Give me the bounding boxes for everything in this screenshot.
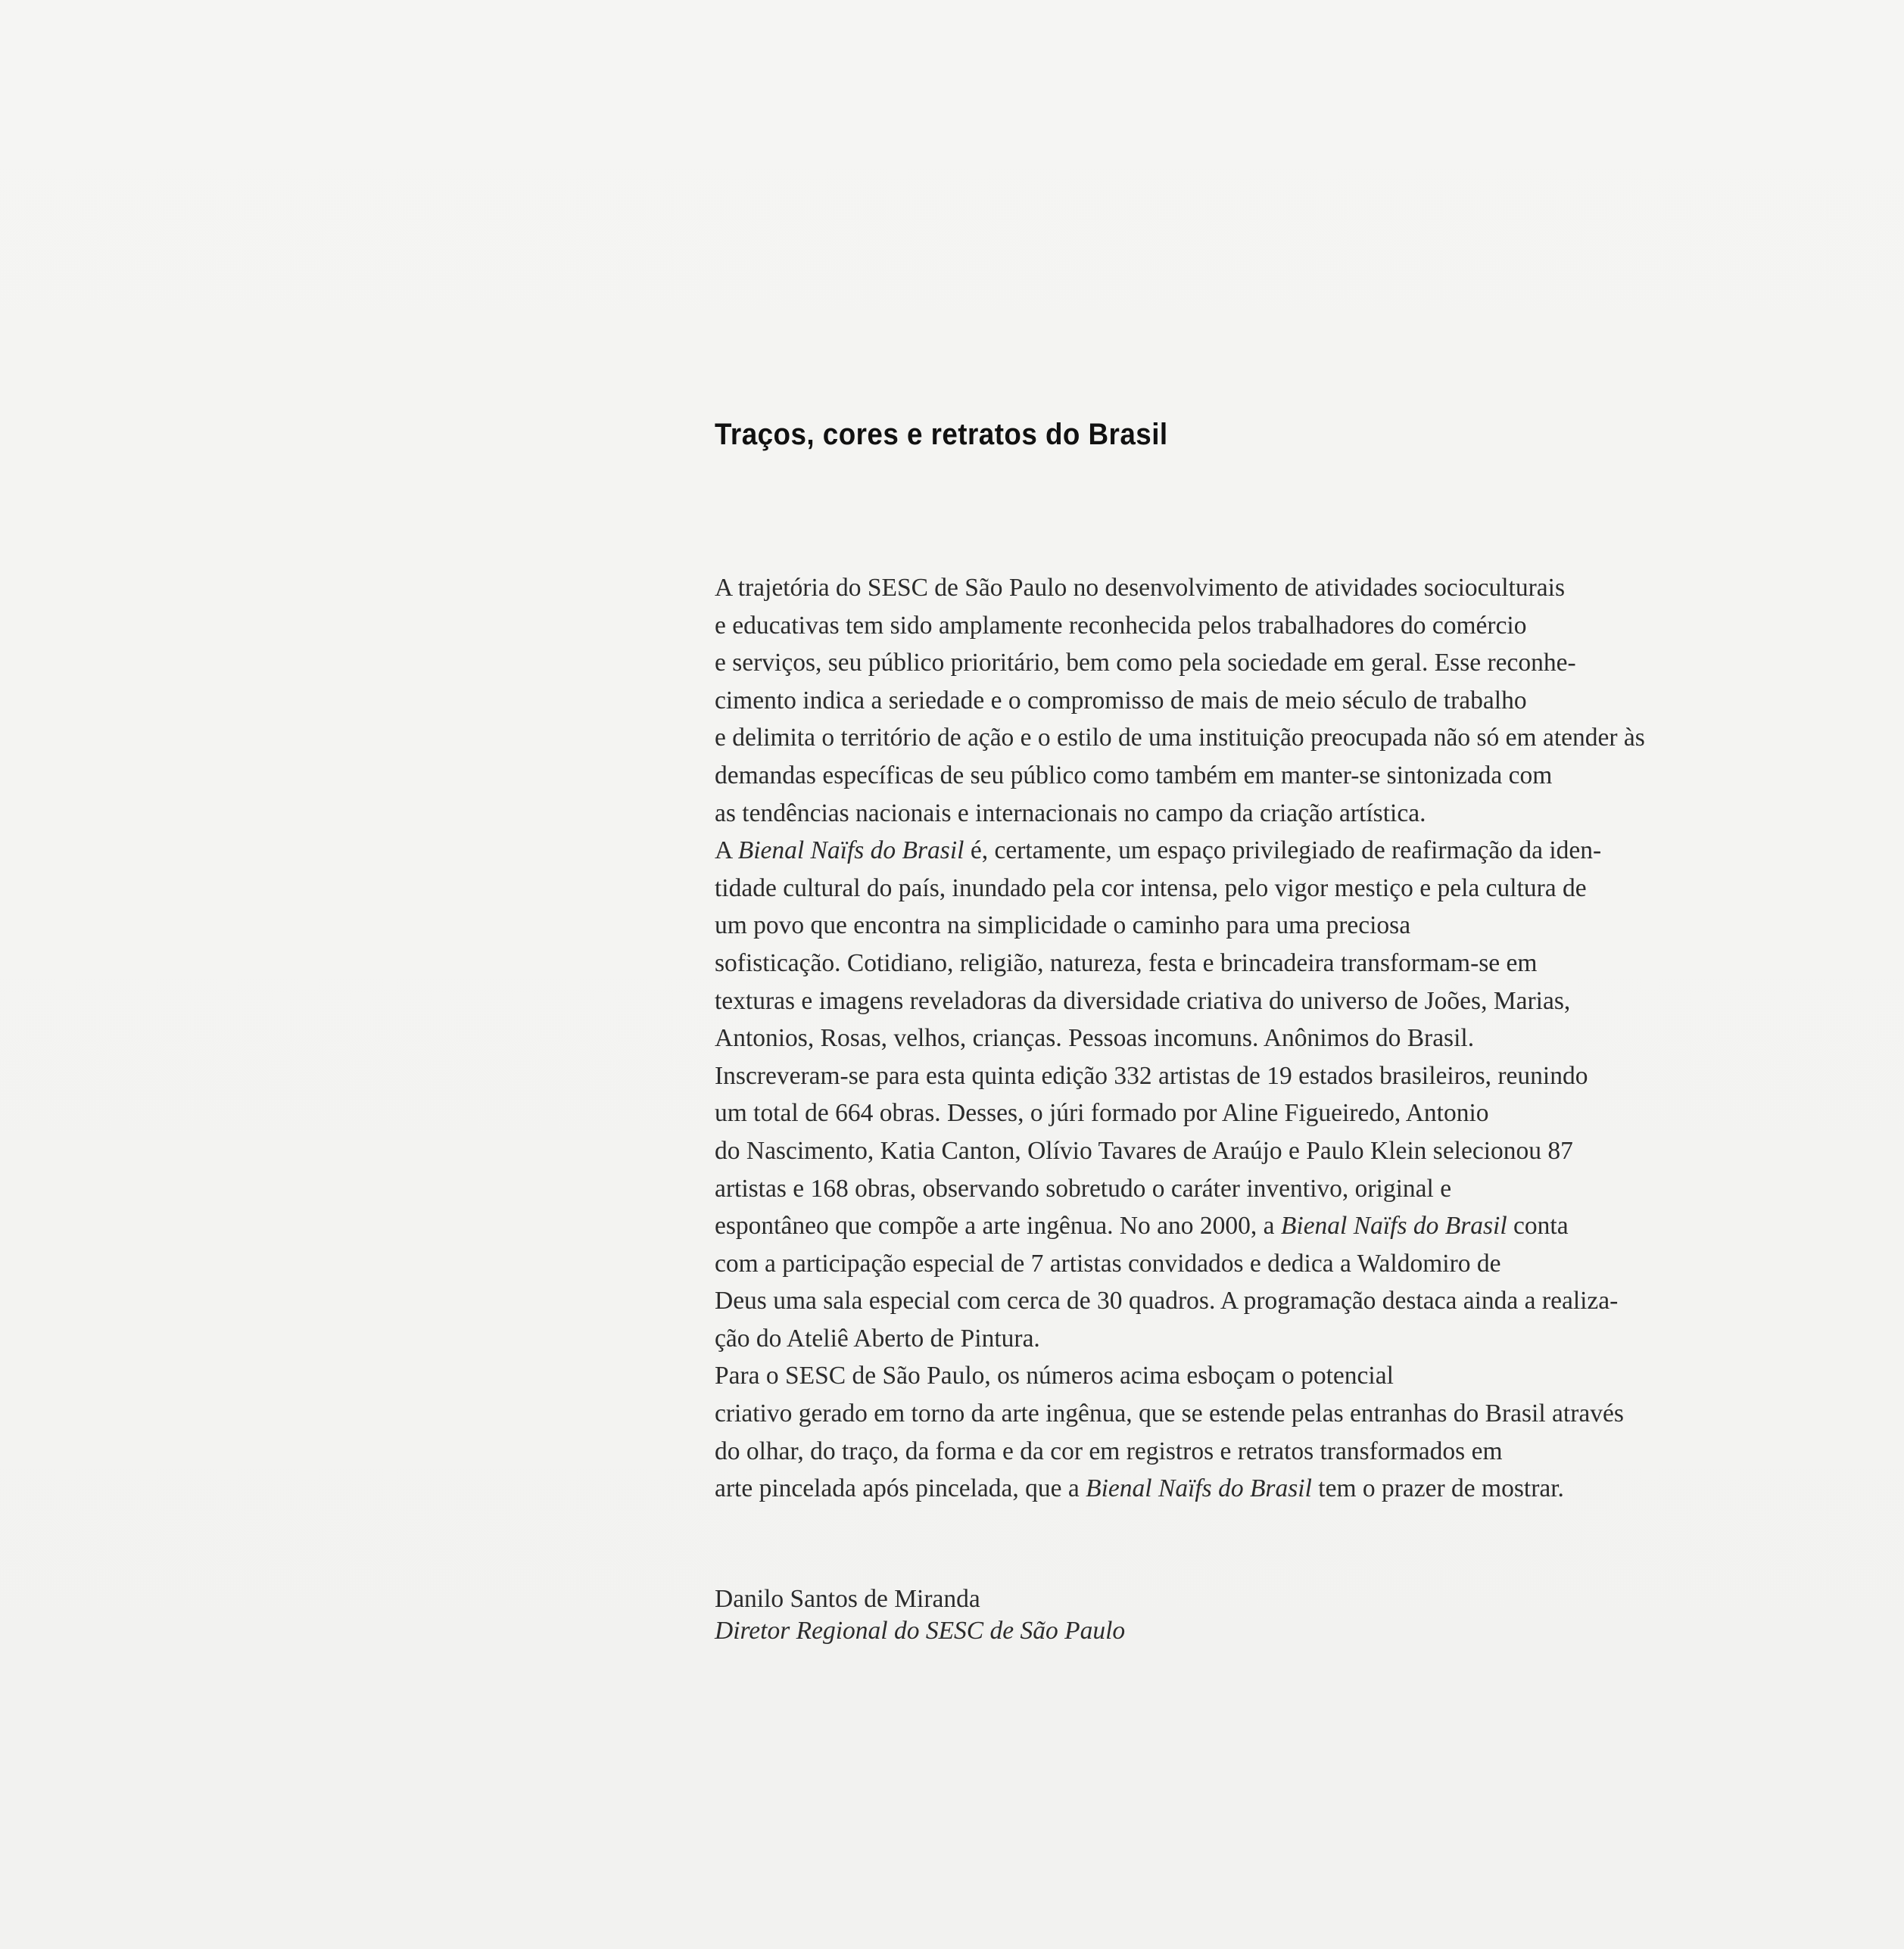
body-line [715, 870, 1759, 908]
signature-name: Danilo Santos de Miranda [715, 1585, 980, 1613]
body-line [715, 907, 1759, 945]
text-run: um total de 664 obras. Desses, o júri formado por Aline Figueiredo, Antonio [715, 1099, 1489, 1128]
body-line [715, 644, 1759, 682]
signature-role: Diretor Regional do SESC de São Paulo [715, 1617, 1126, 1645]
body-line [715, 1320, 1759, 1358]
text-run: Para o SESC de São Paulo, os números acima esboçam o potencial [715, 1362, 1394, 1390]
body-line [715, 1057, 1759, 1095]
body-line [715, 1395, 1759, 1433]
body-text [715, 569, 1759, 1508]
italic-title-run: Bienal Naïfs do Brasil [737, 836, 964, 865]
text-run: tem o prazer de mostrar. [1311, 1474, 1564, 1503]
text-run: é, certamente, um espaço privilegiado de reafirmação da iden- [964, 836, 1602, 865]
body-line [715, 1433, 1759, 1471]
text-run: e educativas tem sido amplamente reconhecida pelos trabalhadores do comércio [715, 611, 1527, 640]
text-run: A [715, 836, 738, 865]
page-title: Traços, cores e retratos do Brasil [715, 418, 1168, 451]
text-run: sofisticação. Cotidiano, religião, natureza, festa e brincadeira transformam-se em [715, 948, 1538, 977]
body-line [715, 757, 1759, 795]
italic-title-run: Bienal Naïfs do Brasil [1086, 1474, 1312, 1503]
text-run: do olhar, do traço, da forma e da cor em registros e retratos transformados em [715, 1437, 1503, 1465]
signature-block [715, 1583, 1125, 1647]
text-run: arte pincelada após pincelada, que a [715, 1474, 1086, 1503]
text-run: Antonios, Rosas, velhos, crianças. Pessoas incomuns. Anônimos do Brasil. [715, 1024, 1475, 1053]
text-run: do Nascimento, Katia Canton, Olívio Tavares de Araújo e Paulo Klein selecionou 87 [715, 1136, 1573, 1165]
italic-title-run: Bienal Naïfs do Brasil [1280, 1212, 1507, 1241]
body-line [715, 982, 1759, 1020]
text-run: as tendências nacionais e internacionais no campo da criação artística. [715, 799, 1426, 827]
text-run: conta [1507, 1212, 1569, 1241]
text-run: e delimita o território de ação e o estilo de uma instituição preocupada não só em atender às [715, 724, 1645, 752]
body-line [715, 1132, 1759, 1170]
text-run: espontâneo que compõe a arte ingênua. No ano 2000, a [715, 1212, 1281, 1241]
text-run: demandas específicas de seu público como também em manter-se sintonizada com [715, 761, 1553, 789]
body-line [715, 945, 1759, 982]
body-line [715, 607, 1759, 645]
text-run: artistas e 168 obras, observando sobretudo o caráter inventivo, original e [715, 1174, 1452, 1203]
text-run: ção do Ateliê Aberto de Pintura. [715, 1324, 1040, 1353]
body-line [715, 1470, 1759, 1508]
text-run: e serviços, seu público prioritário, bem como pela sociedade em geral. Esse reconhe- [715, 649, 1576, 677]
text-run: criativo gerado em torno da arte ingênua, que se estende pelas entranhas do Brasil através [715, 1399, 1624, 1428]
body-line [715, 1245, 1759, 1283]
text-run: Inscreveram-se para esta quinta edição 332 artistas de 19 estados brasileiros, reunindo [715, 1061, 1588, 1090]
body-line [715, 682, 1759, 720]
text-run: texturas e imagens reveladoras da diversidade criativa do universo de Joões, Marias, [715, 986, 1571, 1015]
text-run: com a participação especial de 7 artistas convidados e dedica a Waldomiro de [715, 1249, 1501, 1278]
text-run: um povo que encontra na simplicidade o caminho para uma preciosa [715, 911, 1411, 940]
body-line [715, 1170, 1759, 1208]
body-line [715, 795, 1759, 833]
body-line [715, 569, 1759, 607]
text-run: Deus uma sala especial com cerca de 30 quadros. A programação destaca ainda a realiza- [715, 1287, 1619, 1315]
text-run: A trajetória do SESC de São Paulo no desenvolvimento de atividades socioculturais [715, 574, 1565, 602]
body-line [715, 1094, 1759, 1132]
body-line [715, 1020, 1759, 1057]
body-line [715, 1357, 1759, 1395]
text-run: cimento indica a seriedade e o compromisso de mais de meio século de trabalho [715, 686, 1527, 715]
text-run: tidade cultural do país, inundado pela cor intensa, pelo vigor mestiço e pela cultura de [715, 873, 1587, 902]
body-line [715, 832, 1759, 870]
body-line [715, 1207, 1759, 1245]
body-line [715, 1282, 1759, 1320]
body-line [715, 719, 1759, 757]
